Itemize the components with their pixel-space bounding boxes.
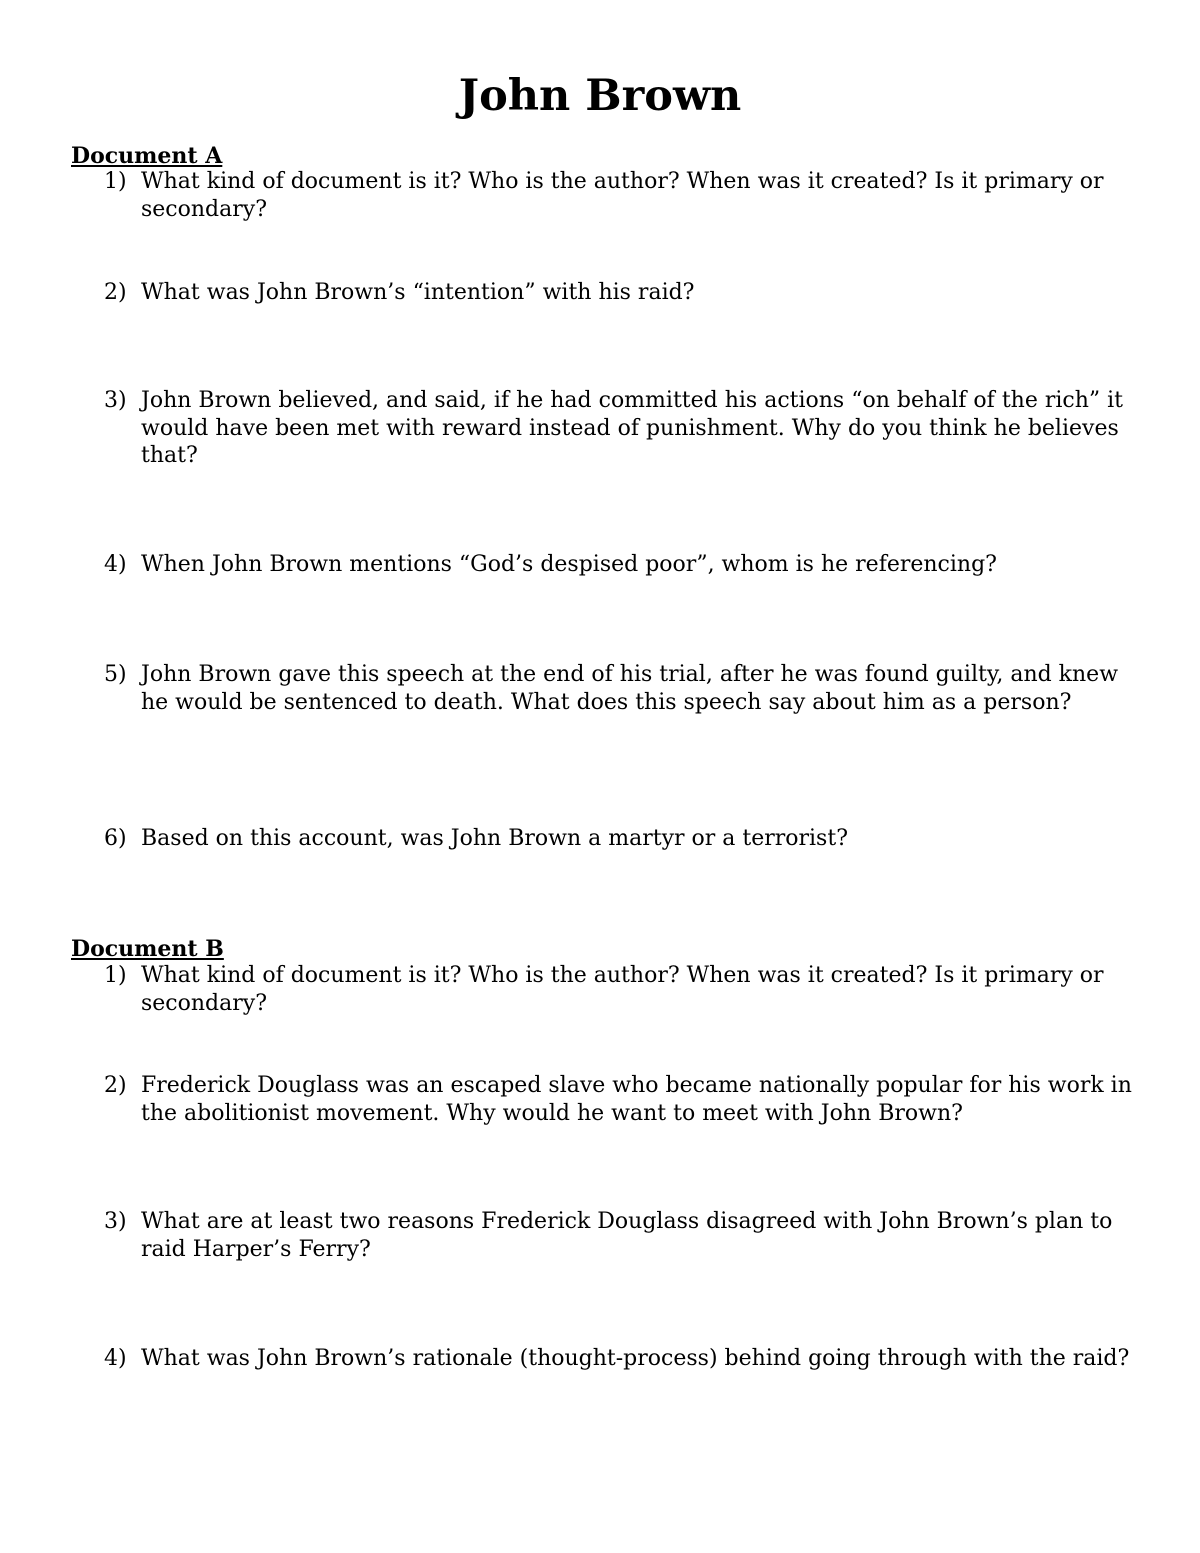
section-heading-document-b: Document B <box>71 936 224 962</box>
question-text: What was John Brown’s “intention” with his raid? <box>141 280 695 305</box>
question-number: 4) <box>104 552 127 577</box>
question-b-3 <box>104 1208 1144 1263</box>
question-number: 3) <box>104 1209 127 1234</box>
page-title: John Brown <box>458 71 742 121</box>
question-number: 2) <box>104 280 127 305</box>
question-text: Frederick Douglass was an escaped slave who became nationally popular for his work in the abolitionist movement. Why would he want to meet with John Brown? <box>141 1073 1132 1126</box>
question-number: 2) <box>104 1073 127 1098</box>
question-a-4 <box>104 551 1144 579</box>
question-a-2 <box>104 279 1144 307</box>
question-number: 4) <box>104 1346 127 1371</box>
question-number: 1) <box>104 169 127 194</box>
question-text: John Brown gave this speech at the end of his trial, after he was found guilty, and knew he would be sentenced to death. What does this speech say about him as a person? <box>141 662 1119 715</box>
question-a-1 <box>104 168 1144 223</box>
section-heading-document-a: Document A <box>71 143 223 169</box>
question-text: John Brown believed, and said, if he had committed his actions “on behalf of the rich” it would have been met with reward instead of punishment. Why do you think he believes that? <box>141 388 1123 468</box>
question-number: 6) <box>104 826 127 851</box>
question-text: What are at least two reasons Frederick Douglass disagreed with John Brown’s plan to raid Harper’s Ferry? <box>141 1209 1113 1262</box>
question-a-6 <box>104 825 1144 853</box>
question-number: 1) <box>104 963 127 988</box>
question-number: 5) <box>104 662 127 687</box>
question-b-4 <box>104 1345 1144 1373</box>
question-text: What kind of document is it? Who is the author? When was it created? Is it primary or secondary? <box>141 169 1104 222</box>
question-b-2 <box>104 1072 1144 1127</box>
question-text: Based on this account, was John Brown a martyr or a terrorist? <box>141 826 848 851</box>
question-number: 3) <box>104 388 127 413</box>
question-text: What kind of document is it? Who is the author? When was it created? Is it primary or secondary? <box>141 963 1104 1016</box>
question-a-3 <box>104 387 1144 470</box>
question-b-1 <box>104 962 1144 1017</box>
question-text: When John Brown mentions “God’s despised poor”, whom is he referencing? <box>141 552 997 577</box>
question-text: What was John Brown’s rationale (thought-process) behind going through with the raid? <box>141 1346 1130 1371</box>
question-a-5 <box>104 661 1144 716</box>
